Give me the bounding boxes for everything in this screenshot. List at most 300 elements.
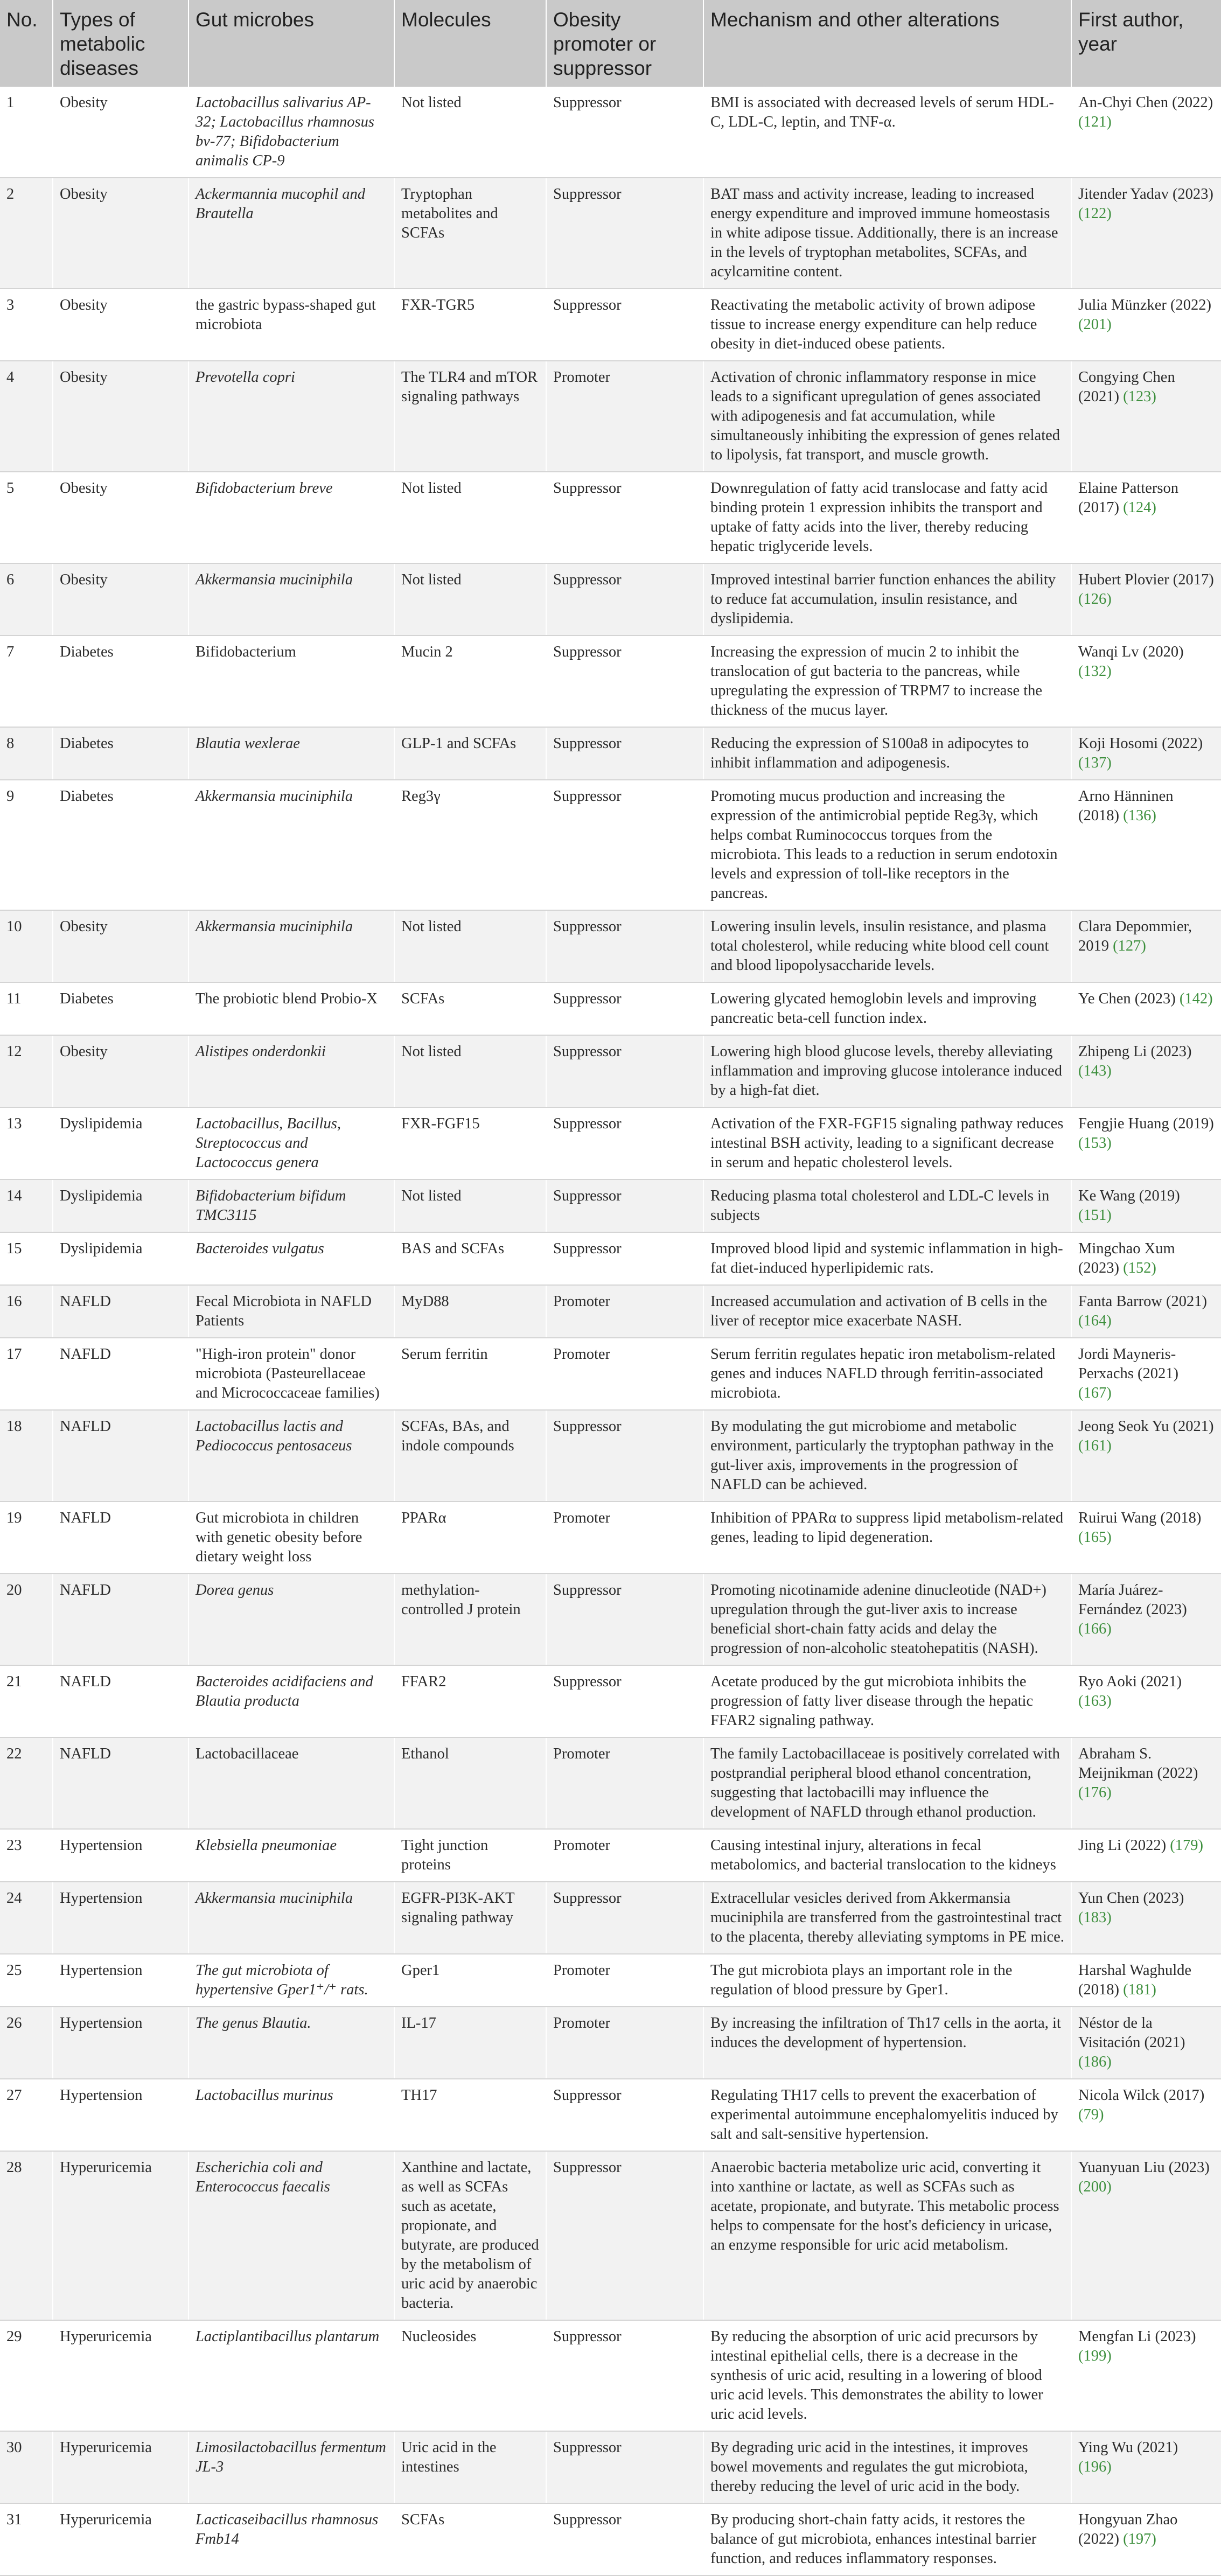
- cell-author-year: [1071, 2151, 1221, 2320]
- cell-molecule: EGFR-PI3K-AKT signaling pathway: [394, 1882, 546, 1954]
- reference-link[interactable]: (181): [1123, 1981, 1156, 1998]
- table-row: [0, 1502, 1221, 1574]
- cell-author-year: [1071, 87, 1221, 178]
- cell-mechanism: Causing intestinal injury, alterations in fecal metabolomics, and bacterial translocation to the kidneys: [703, 1829, 1071, 1882]
- table-row: [0, 563, 1221, 636]
- cell-author-year: [1071, 1502, 1221, 1574]
- cell-disease-type: Obesity: [53, 910, 189, 982]
- cell-gut-microbe: Fecal Microbiota in NAFLD Patients: [189, 1285, 394, 1338]
- cell-effect: Suppressor: [546, 2079, 703, 2151]
- cell-author-year: [1071, 2320, 1221, 2431]
- cell-author-year: [1071, 361, 1221, 472]
- cell-mechanism: By reducing the absorption of uric acid precursors by intestinal epithelial cells, there is a decrease in the synthesis of uric acid, resulting in a lowering of blood uric acid levels. This demonstrates the ability to lower uric acid levels.: [703, 2320, 1071, 2431]
- cell-author-year: [1071, 178, 1221, 289]
- author-name: Jing Li (2022): [1078, 1837, 1167, 1854]
- table-row: [0, 87, 1221, 178]
- author-name: Hongyuan Zhao (2022): [1078, 2511, 1178, 2547]
- header-mechanism: Mechanism and other alterations: [703, 0, 1071, 87]
- cell-mechanism: By producing short-chain fatty acids, it restores the balance of gut microbiota, enhances intestinal barrier function, and reduces inflammatory responses.: [703, 2503, 1071, 2575]
- reference-link[interactable]: (124): [1123, 499, 1156, 516]
- cell-gut-microbe: Akkermansia muciniphila: [189, 563, 394, 636]
- cell-molecule: FXR-TGR5: [394, 289, 546, 361]
- cell-disease-type: Hypertension: [53, 1882, 189, 1954]
- cell-gut-microbe: Lactobacillus, Bacillus, Streptococcus and Lactococcus genera: [189, 1107, 394, 1179]
- cell-author-year: [1071, 1107, 1221, 1179]
- cell-effect: Promoter: [546, 1954, 703, 2007]
- cell-no: 24: [0, 1882, 53, 1954]
- cell-molecule: Ethanol: [394, 1737, 546, 1829]
- table-row: [0, 2503, 1221, 2575]
- cell-mechanism: Acetate produced by the gut microbiota inhibits the progression of fatty liver disease through the hepatic FFAR2 signaling pathway.: [703, 1665, 1071, 1737]
- cell-gut-microbe: Dorea genus: [189, 1574, 394, 1665]
- cell-molecule: Gper1: [394, 1954, 546, 2007]
- table-row: [0, 1954, 1221, 2007]
- cell-molecule: Not listed: [394, 472, 546, 563]
- header-effect: Obesity promoter or suppressor: [546, 0, 703, 87]
- author-name: Ke Wang (2019): [1078, 1188, 1180, 1204]
- reference-link[interactable]: (153): [1078, 1135, 1112, 1151]
- cell-mechanism: Activation of chronic inflammatory response in mice leads to a significant upregulation of genes associated with adipogenesis and fat accumulation, while simultaneously inhibiting the expression of genes related to lipolysis, fat transport, and muscle growth.: [703, 361, 1071, 472]
- cell-disease-type: Hypertension: [53, 2079, 189, 2151]
- reference-link[interactable]: (123): [1123, 388, 1156, 405]
- reference-link[interactable]: (199): [1078, 2348, 1112, 2364]
- cell-mechanism: The gut microbiota plays an important role in the regulation of blood pressure by Gper1.: [703, 1954, 1071, 2007]
- cell-disease-type: NAFLD: [53, 1737, 189, 1829]
- reference-link[interactable]: (200): [1078, 2179, 1112, 2195]
- cell-molecule: Nucleosides: [394, 2320, 546, 2431]
- cell-effect: Suppressor: [546, 1179, 703, 1232]
- cell-molecule: Tryptophan metabolites and SCFAs: [394, 178, 546, 289]
- cell-effect: Suppressor: [546, 563, 703, 636]
- cell-gut-microbe: Bifidobacterium breve: [189, 472, 394, 563]
- cell-mechanism: Regulating TH17 cells to prevent the exacerbation of experimental autoimmune encephalomyelitis induced by salt and salt-sensitive hypertension.: [703, 2079, 1071, 2151]
- reference-link[interactable]: (126): [1078, 591, 1112, 608]
- cell-gut-microbe: Escherichia coli and Enterococcus faecalis: [189, 2151, 394, 2320]
- cell-no: 8: [0, 727, 53, 780]
- author-name: Elaine Patterson (2017): [1078, 480, 1178, 516]
- cell-mechanism: Anaerobic bacteria metabolize uric acid, converting it into xanthine or lactate, as well as SCFAs such as acetate, propionate, and butyrate. This metabolic process helps to compensate for the host's deficiency in uricase, an enzyme responsible for uric acid metabolism.: [703, 2151, 1071, 2320]
- cell-effect: Suppressor: [546, 780, 703, 910]
- cell-disease-type: Obesity: [53, 289, 189, 361]
- cell-no: 16: [0, 1285, 53, 1338]
- cell-molecule: methylation-controlled J protein: [394, 1574, 546, 1665]
- cell-gut-microbe: Klebsiella pneumoniae: [189, 1829, 394, 1882]
- cell-no: 28: [0, 2151, 53, 2320]
- cell-effect: Suppressor: [546, 289, 703, 361]
- table-row: [0, 2007, 1221, 2079]
- cell-disease-type: Hypertension: [53, 1954, 189, 2007]
- cell-gut-microbe: Bacteroides acidifaciens and Blautia producta: [189, 1665, 394, 1737]
- cell-no: 17: [0, 1338, 53, 1410]
- cell-author-year: [1071, 1829, 1221, 1882]
- cell-gut-microbe: Gut microbiota in children with genetic obesity before dietary weight loss: [189, 1502, 394, 1574]
- cell-mechanism: Increased accumulation and activation of B cells in the liver of receptor mice exacerbate NASH.: [703, 1285, 1071, 1338]
- cell-mechanism: Lowering insulin levels, insulin resistance, and plasma total cholesterol, while reducing white blood cell count and blood lipopolysaccharide levels.: [703, 910, 1071, 982]
- cell-effect: Suppressor: [546, 727, 703, 780]
- cell-gut-microbe: Lactobacillus lactis and Pediococcus pentosaceus: [189, 1410, 394, 1502]
- header-no: No.: [0, 0, 53, 87]
- author-name: Harshal Waghulde (2018): [1078, 1962, 1192, 1998]
- reference-link[interactable]: (197): [1123, 2531, 1156, 2547]
- cell-mechanism: BMI is associated with decreased levels of serum HDL-C, LDL-C, leptin, and TNF-α.: [703, 87, 1071, 178]
- cell-gut-microbe: Alistipes onderdonkii: [189, 1035, 394, 1107]
- cell-mechanism: Improved blood lipid and systemic inflammation in high-fat diet-induced hyperlipidemic rats.: [703, 1232, 1071, 1285]
- table-row: [0, 1737, 1221, 1829]
- cell-gut-microbe: The genus Blautia.: [189, 2007, 394, 2079]
- reference-link[interactable]: (122): [1078, 205, 1112, 222]
- cell-author-year: [1071, 289, 1221, 361]
- cell-disease-type: Dyslipidemia: [53, 1179, 189, 1232]
- cell-molecule: Not listed: [394, 910, 546, 982]
- reference-link[interactable]: (201): [1078, 316, 1112, 333]
- cell-effect: Promoter: [546, 1285, 703, 1338]
- cell-no: 13: [0, 1107, 53, 1179]
- author-name: Hubert Plovier (2017): [1078, 571, 1214, 588]
- reference-link[interactable]: (143): [1078, 1063, 1112, 1079]
- reference-link[interactable]: (183): [1078, 1909, 1112, 1926]
- cell-no: 7: [0, 636, 53, 727]
- reference-link[interactable]: (176): [1078, 1784, 1112, 1801]
- cell-molecule: SCFAs: [394, 982, 546, 1035]
- author-name: Ruirui Wang (2018): [1078, 1510, 1202, 1526]
- cell-disease-type: Hyperuricemia: [53, 2151, 189, 2320]
- header-author-year: First author, year: [1071, 0, 1221, 87]
- author-name: Julia Münzker (2022): [1078, 297, 1211, 313]
- cell-gut-microbe: Akkermansia muciniphila: [189, 910, 394, 982]
- cell-mechanism: BAT mass and activity increase, leading to increased energy expenditure and improved immune homeostasis in white adipose tissue. Additionally, there is an increase in the levels of tryptophan metabolites, SCFAs, and acylcarnitine content.: [703, 178, 1071, 289]
- cell-mechanism: Serum ferritin regulates hepatic iron metabolism-related genes and induces NAFLD through ferritin-associated microbiota.: [703, 1338, 1071, 1410]
- cell-effect: Suppressor: [546, 982, 703, 1035]
- author-name: Zhipeng Li (2023): [1078, 1043, 1192, 1060]
- cell-molecule: SCFAs: [394, 2503, 546, 2575]
- cell-no: 25: [0, 1954, 53, 2007]
- cell-molecule: BAS and SCFAs: [394, 1232, 546, 1285]
- cell-author-year: [1071, 1035, 1221, 1107]
- author-name: Mingchao Xum (2023): [1078, 1240, 1175, 1276]
- cell-effect: Promoter: [546, 1829, 703, 1882]
- cell-no: 15: [0, 1232, 53, 1285]
- cell-effect: Promoter: [546, 1502, 703, 1574]
- cell-effect: Suppressor: [546, 472, 703, 563]
- cell-author-year: [1071, 2079, 1221, 2151]
- reference-link[interactable]: (137): [1078, 755, 1112, 771]
- cell-disease-type: NAFLD: [53, 1502, 189, 1574]
- cell-mechanism: Reducing plasma total cholesterol and LDL-C levels in subjects: [703, 1179, 1071, 1232]
- table-row: [0, 2079, 1221, 2151]
- cell-disease-type: Obesity: [53, 472, 189, 563]
- author-name: Mengfan Li (2023): [1078, 2328, 1196, 2345]
- cell-effect: Suppressor: [546, 1665, 703, 1737]
- table-row: [0, 2320, 1221, 2431]
- cell-no: 18: [0, 1410, 53, 1502]
- cell-effect: Suppressor: [546, 1232, 703, 1285]
- author-name: María Juárez-Fernández (2023): [1078, 1582, 1187, 1618]
- author-name: Jeong Seok Yu (2021): [1078, 1418, 1214, 1435]
- cell-author-year: [1071, 1285, 1221, 1338]
- cell-molecule: Mucin 2: [394, 636, 546, 727]
- cell-no: 26: [0, 2007, 53, 2079]
- cell-author-year: [1071, 1179, 1221, 1232]
- cell-gut-microbe: Blautia wexlerae: [189, 727, 394, 780]
- cell-molecule: Not listed: [394, 563, 546, 636]
- table-row: [0, 361, 1221, 472]
- author-name: Clara Depommier, 2019: [1078, 918, 1192, 954]
- cell-gut-microbe: Limosilactobacillus fermentum JL-3: [189, 2431, 394, 2503]
- cell-no: 21: [0, 1665, 53, 1737]
- cell-molecule: TH17: [394, 2079, 546, 2151]
- cell-author-year: [1071, 780, 1221, 910]
- cell-mechanism: Activation of the FXR-FGF15 signaling pathway reduces intestinal BSH activity, leading to a significant decrease in serum and hepatic cholesterol levels.: [703, 1107, 1071, 1179]
- cell-gut-microbe: the gastric bypass-shaped gut microbiota: [189, 289, 394, 361]
- cell-disease-type: Obesity: [53, 563, 189, 636]
- cell-disease-type: NAFLD: [53, 1285, 189, 1338]
- cell-effect: Suppressor: [546, 2151, 703, 2320]
- cell-author-year: [1071, 1410, 1221, 1502]
- cell-effect: Suppressor: [546, 87, 703, 178]
- cell-disease-type: Hyperuricemia: [53, 2431, 189, 2503]
- cell-author-year: [1071, 636, 1221, 727]
- cell-no: 3: [0, 289, 53, 361]
- reference-link[interactable]: (142): [1179, 990, 1213, 1007]
- cell-no: 20: [0, 1574, 53, 1665]
- table-body: [0, 87, 1221, 2575]
- cell-no: 1: [0, 87, 53, 178]
- table-row: [0, 727, 1221, 780]
- reference-link[interactable]: (196): [1078, 2459, 1112, 2475]
- cell-molecule: Not listed: [394, 1035, 546, 1107]
- reference-link[interactable]: (127): [1113, 938, 1146, 954]
- cell-molecule: Tight junction proteins: [394, 1829, 546, 1882]
- cell-no: 23: [0, 1829, 53, 1882]
- reference-link[interactable]: (167): [1078, 1385, 1112, 1401]
- cell-molecule: FFAR2: [394, 1665, 546, 1737]
- author-name: Yuanyuan Liu (2023): [1078, 2159, 1210, 2176]
- author-name: Ye Chen (2023): [1078, 990, 1176, 1007]
- cell-disease-type: NAFLD: [53, 1665, 189, 1737]
- cell-mechanism: Promoting nicotinamide adenine dinucleotide (NAD+) upregulation through the gut-liver axis to increase beneficial short-chain fatty acids and delay the progression of non-alcoholic steatohepatitis (NASH).: [703, 1574, 1071, 1665]
- cell-mechanism: By modulating the gut microbiome and metabolic environment, particularly the tryptophan pathway in the gut-liver axis, improvements in the progression of NAFLD can be achieved.: [703, 1410, 1071, 1502]
- cell-gut-microbe: Akkermansia muciniphila: [189, 780, 394, 910]
- table-row: [0, 1410, 1221, 1502]
- cell-no: 27: [0, 2079, 53, 2151]
- cell-molecule: MyD88: [394, 1285, 546, 1338]
- table-row: [0, 289, 1221, 361]
- reference-link[interactable]: (179): [1170, 1837, 1203, 1854]
- author-name: Néstor de la Visitación (2021): [1078, 2015, 1185, 2051]
- table-row: [0, 2431, 1221, 2503]
- cell-no: 4: [0, 361, 53, 472]
- cell-gut-microbe: Bifidobacterium bifidum TMC3115: [189, 1179, 394, 1232]
- author-name: Yun Chen (2023): [1078, 1890, 1184, 1907]
- cell-disease-type: NAFLD: [53, 1338, 189, 1410]
- cell-no: 30: [0, 2431, 53, 2503]
- table-row: [0, 1829, 1221, 1882]
- cell-molecule: SCFAs, BAs, and indole compounds: [394, 1410, 546, 1502]
- table-row: [0, 1338, 1221, 1410]
- cell-author-year: [1071, 1338, 1221, 1410]
- cell-disease-type: Hyperuricemia: [53, 2320, 189, 2431]
- cell-gut-microbe: The gut microbiota of hypertensive Gper1⁺/⁺ rats.: [189, 1954, 394, 2007]
- author-name: Jitender Yadav (2023): [1078, 186, 1213, 203]
- author-name: An-Chyi Chen (2022): [1078, 94, 1213, 111]
- cell-molecule: FXR-FGF15: [394, 1107, 546, 1179]
- cell-molecule: PPARα: [394, 1502, 546, 1574]
- cell-molecule: Not listed: [394, 1179, 546, 1232]
- cell-author-year: [1071, 2431, 1221, 2503]
- cell-effect: Suppressor: [546, 1574, 703, 1665]
- author-name: Abraham S. Meijnikman (2022): [1078, 1746, 1198, 1782]
- cell-gut-microbe: The probiotic blend Probio-X: [189, 982, 394, 1035]
- author-name: Ying Wu (2021): [1078, 2439, 1178, 2456]
- cell-disease-type: Diabetes: [53, 780, 189, 910]
- cell-disease-type: Dyslipidemia: [53, 1232, 189, 1285]
- cell-no: 19: [0, 1502, 53, 1574]
- table-row: [0, 910, 1221, 982]
- cell-disease-type: Obesity: [53, 178, 189, 289]
- cell-molecule: IL-17: [394, 2007, 546, 2079]
- cell-mechanism: Reducing the expression of S100a8 in adipocytes to inhibit inflammation and adipogenesis.: [703, 727, 1071, 780]
- reference-link[interactable]: (164): [1078, 1313, 1112, 1329]
- cell-no: 29: [0, 2320, 53, 2431]
- cell-effect: Suppressor: [546, 1107, 703, 1179]
- author-name: Fengjie Huang (2019): [1078, 1115, 1214, 1132]
- cell-disease-type: Obesity: [53, 87, 189, 178]
- cell-molecule: Xanthine and lactate, as well as SCFAs such as acetate, propionate, and butyrate, are produced by the metabolism of uric acid by anaerobic bacteria.: [394, 2151, 546, 2320]
- cell-gut-microbe: Akkermansia muciniphila: [189, 1882, 394, 1954]
- cell-mechanism: Lowering glycated hemoglobin levels and improving pancreatic beta-cell function index.: [703, 982, 1071, 1035]
- table-row: [0, 1882, 1221, 1954]
- cell-effect: Suppressor: [546, 2320, 703, 2431]
- cell-mechanism: Improved intestinal barrier function enhances the ability to reduce fat accumulation, insulin resistance, and dyslipidemia.: [703, 563, 1071, 636]
- reference-link[interactable]: (163): [1078, 1693, 1112, 1709]
- reference-link[interactable]: (165): [1078, 1529, 1112, 1546]
- cell-mechanism: Downregulation of fatty acid translocase and fatty acid binding protein 1 expression inhibits the transport and uptake of fatty acids into the liver, thereby reducing hepatic triglyceride levels.: [703, 472, 1071, 563]
- cell-author-year: [1071, 1882, 1221, 1954]
- cell-effect: Suppressor: [546, 2431, 703, 2503]
- cell-gut-microbe: Ackermannia mucophil and Brautella: [189, 178, 394, 289]
- reference-link[interactable]: (79): [1078, 2106, 1104, 2123]
- cell-molecule: GLP-1 and SCFAs: [394, 727, 546, 780]
- table-row: [0, 178, 1221, 289]
- cell-no: 5: [0, 472, 53, 563]
- author-name: Congying Chen (2021): [1078, 369, 1175, 405]
- reference-link[interactable]: (136): [1123, 807, 1156, 824]
- cell-gut-microbe: Prevotella copri: [189, 361, 394, 472]
- cell-gut-microbe: Lactobacillus salivarius AP-32; Lactobacillus rhamnosus bv-77; Bifidobacterium animalis CP-9: [189, 87, 394, 178]
- table-row: [0, 1107, 1221, 1179]
- header-gut-microbes: Gut microbes: [189, 0, 394, 87]
- cell-no: 6: [0, 563, 53, 636]
- cell-author-year: [1071, 727, 1221, 780]
- cell-mechanism: Lowering high blood glucose levels, thereby alleviating inflammation and improving glucose intolerance induced by a high-fat diet.: [703, 1035, 1071, 1107]
- cell-mechanism: Inhibition of PPARα to suppress lipid metabolism-related genes, leading to lipid degeneration.: [703, 1502, 1071, 1574]
- table-row: [0, 1574, 1221, 1665]
- table-row: [0, 982, 1221, 1035]
- cell-mechanism: The family Lactobacillaceae is positively correlated with postprandial peripheral blood ethanol concentration, suggesting that lactobacilli may influence the development of NAFLD through ethanol production.: [703, 1737, 1071, 1829]
- cell-mechanism: Reactivating the metabolic activity of brown adipose tissue to increase energy expenditure can help reduce obesity in diet-induced obese patients.: [703, 289, 1071, 361]
- cell-author-year: [1071, 982, 1221, 1035]
- table-row: [0, 2151, 1221, 2320]
- cell-effect: Suppressor: [546, 178, 703, 289]
- reference-link[interactable]: (161): [1078, 1437, 1112, 1454]
- cell-effect: Promoter: [546, 361, 703, 472]
- cell-no: 10: [0, 910, 53, 982]
- author-name: Ryo Aoki (2021): [1078, 1673, 1182, 1690]
- cell-no: 14: [0, 1179, 53, 1232]
- reference-link[interactable]: (132): [1078, 663, 1112, 680]
- cell-disease-type: Obesity: [53, 1035, 189, 1107]
- cell-mechanism: By degrading uric acid in the intestines, it improves bowel movements and regulates the gut microbiota, thereby reducing the level of uric acid in the body.: [703, 2431, 1071, 2503]
- cell-author-year: [1071, 472, 1221, 563]
- table-row: [0, 1232, 1221, 1285]
- author-name: Jordi Mayneris-Perxachs (2021): [1078, 1346, 1178, 1382]
- cell-disease-type: Diabetes: [53, 727, 189, 780]
- cell-gut-microbe: Bifidobacterium: [189, 636, 394, 727]
- reference-link[interactable]: (151): [1078, 1207, 1112, 1224]
- cell-author-year: [1071, 1737, 1221, 1829]
- table-row: [0, 1665, 1221, 1737]
- cell-disease-type: Hypertension: [53, 2007, 189, 2079]
- cell-mechanism: Extracellular vesicles derived from Akkermansia muciniphila are transferred from the gastrointestinal tract to the placenta, thereby alleviating symptoms in PE mice.: [703, 1882, 1071, 1954]
- cell-no: 12: [0, 1035, 53, 1107]
- cell-disease-type: Diabetes: [53, 982, 189, 1035]
- cell-effect: Promoter: [546, 2007, 703, 2079]
- cell-molecule: Reg3γ: [394, 780, 546, 910]
- cell-gut-microbe: Lactobacillaceae: [189, 1737, 394, 1829]
- cell-molecule: Serum ferritin: [394, 1338, 546, 1410]
- table-row: [0, 1179, 1221, 1232]
- author-name: Wanqi Lv (2020): [1078, 644, 1184, 660]
- cell-effect: Suppressor: [546, 1035, 703, 1107]
- cell-author-year: [1071, 910, 1221, 982]
- cell-author-year: [1071, 2007, 1221, 2079]
- reference-link[interactable]: (152): [1123, 1260, 1156, 1276]
- table-header-row: [0, 0, 1221, 87]
- cell-no: 31: [0, 2503, 53, 2575]
- author-name: Fanta Barrow (2021): [1078, 1293, 1208, 1310]
- cell-effect: Suppressor: [546, 1882, 703, 1954]
- cell-no: 2: [0, 178, 53, 289]
- cell-author-year: [1071, 1665, 1221, 1737]
- table-row: [0, 636, 1221, 727]
- cell-author-year: [1071, 1954, 1221, 2007]
- reference-link[interactable]: (121): [1078, 114, 1112, 130]
- reference-link[interactable]: (166): [1078, 1621, 1112, 1637]
- cell-gut-microbe: "High-iron protein" donor microbiota (Pasteurellaceae and Micrococcaceae families): [189, 1338, 394, 1410]
- cell-disease-type: Dyslipidemia: [53, 1107, 189, 1179]
- cell-effect: Suppressor: [546, 1410, 703, 1502]
- cell-mechanism: Promoting mucus production and increasing the expression of the antimicrobial peptide Reg3γ, which helps combat Ruminococcus torques from the microbiota. This leads to a reduction in serum endotoxin levels and expression of toll-like receptors in the pancreas.: [703, 780, 1071, 910]
- cell-disease-type: NAFLD: [53, 1574, 189, 1665]
- reference-link[interactable]: (186): [1078, 2054, 1112, 2070]
- table-row: [0, 780, 1221, 910]
- table-row: [0, 1035, 1221, 1107]
- cell-mechanism: By increasing the infiltration of Th17 cells in the aorta, it induces the development of hypertension.: [703, 2007, 1071, 2079]
- cell-mechanism: Increasing the expression of mucin 2 to inhibit the translocation of gut bacteria to the pancreas, while upregulating the expression of TRPM7 to increase the thickness of the mucus layer.: [703, 636, 1071, 727]
- cell-molecule: Not listed: [394, 87, 546, 178]
- cell-disease-type: Hypertension: [53, 1829, 189, 1882]
- cell-effect: Suppressor: [546, 636, 703, 727]
- cell-gut-microbe: Lactiplantibacillus plantarum: [189, 2320, 394, 2431]
- cell-molecule: Uric acid in the intestines: [394, 2431, 546, 2503]
- cell-gut-microbe: Lactobacillus murinus: [189, 2079, 394, 2151]
- table-row: [0, 472, 1221, 563]
- cell-effect: Suppressor: [546, 2503, 703, 2575]
- author-name: Arno Hänninen (2018): [1078, 788, 1174, 824]
- cell-gut-microbe: Bacteroides vulgatus: [189, 1232, 394, 1285]
- header-disease-type: Types of metabolic diseases: [53, 0, 189, 87]
- cell-author-year: [1071, 2503, 1221, 2575]
